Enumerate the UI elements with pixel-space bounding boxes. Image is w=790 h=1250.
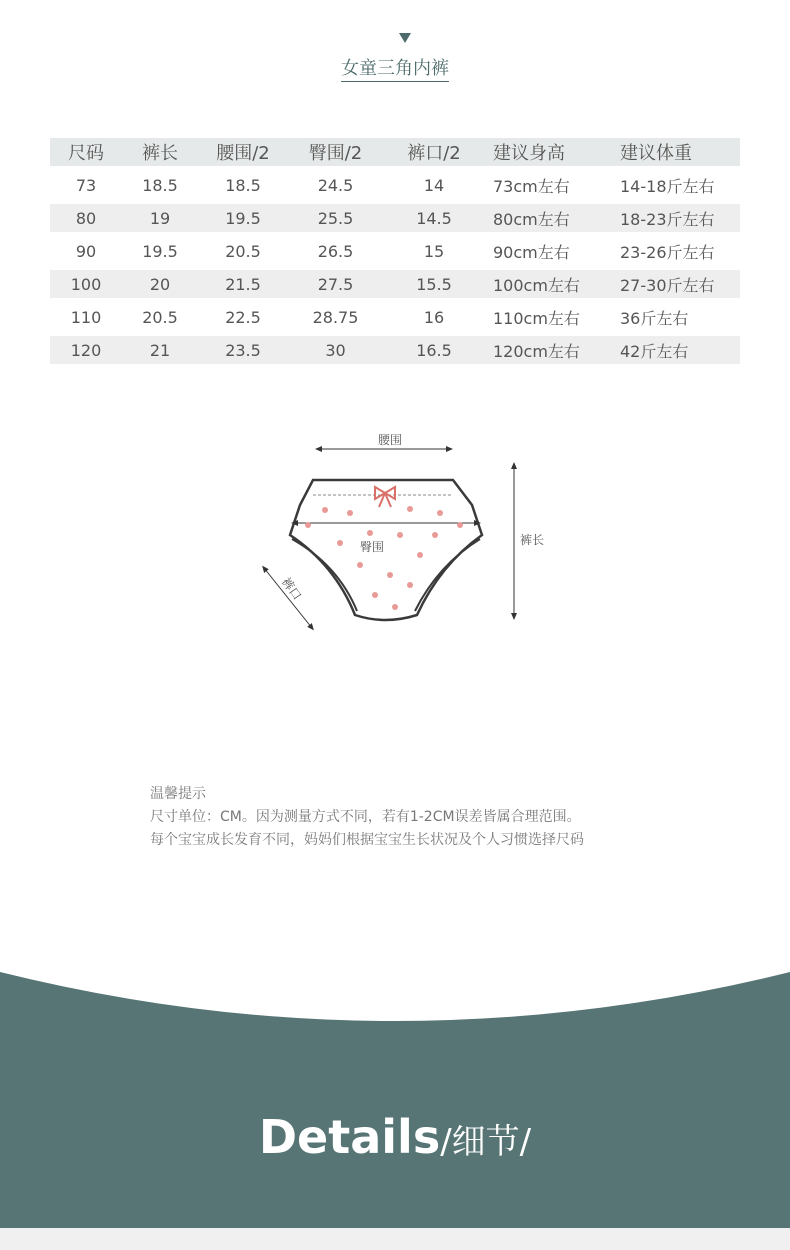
table-cell: 26.5: [317, 241, 354, 261]
table-cell: 80cm左右: [485, 204, 610, 232]
table-cell: 20: [122, 270, 198, 298]
table-cell: 14: [423, 175, 445, 195]
tips-line: 每个宝宝成长发育不同，妈妈们根据宝宝生长状况及个人习惯选择尺码: [150, 832, 584, 848]
table-header-row: [50, 138, 740, 166]
table-row: [50, 232, 740, 270]
table-cell: 30: [288, 336, 383, 364]
leg-opening-label: 裤口: [278, 574, 305, 603]
table-cell: 110: [70, 307, 102, 327]
table-cell: 18.5: [142, 175, 178, 195]
size-table: [50, 138, 740, 364]
column-header: 腰围/2: [198, 138, 288, 166]
table-cell: 19.5: [142, 241, 178, 261]
table-row: [50, 298, 740, 336]
column-header: 建议身高: [485, 138, 610, 166]
hip-label: 臀围: [360, 540, 385, 554]
table-cell: 24.5: [317, 175, 354, 195]
table-cell: 14.5: [383, 204, 485, 232]
table-cell: 15: [423, 241, 445, 261]
table-cell: 90: [75, 241, 97, 261]
column-header: 臀围/2: [288, 138, 383, 166]
details-banner-background: [0, 960, 790, 1230]
page-title: 女童三角内裤: [0, 54, 790, 80]
table-cell: 80: [50, 204, 122, 232]
details-title-cn: /细节/: [440, 1122, 532, 1162]
table-cell: 18.5: [225, 175, 261, 195]
length-label: 裤长: [520, 533, 545, 547]
table-cell: 21: [122, 336, 198, 364]
tips-heading: 温馨提示: [150, 786, 206, 802]
table-cell: 15.5: [383, 270, 485, 298]
tips-section: [150, 783, 584, 852]
down-arrow-icon: [399, 33, 411, 43]
table-cell: 23.5: [198, 336, 288, 364]
table-cell: 120: [50, 336, 122, 364]
tips-line: 尺寸单位：CM。因为测量方式不同，若有1-2CM误差皆属合理范围。: [150, 809, 581, 825]
table-cell: 28.75: [312, 307, 359, 327]
bottom-divider: [0, 1228, 790, 1250]
table-row: [50, 336, 740, 364]
table-cell: 100: [50, 270, 122, 298]
table-cell: 25.5: [288, 204, 383, 232]
table-cell: 27-30斤左右: [610, 270, 740, 298]
table-cell: 73cm左右: [493, 176, 570, 196]
table-cell: 110cm左右: [493, 308, 580, 328]
column-header: 裤长: [122, 138, 198, 166]
table-cell: 73: [75, 175, 97, 195]
column-header: 裤口/2: [383, 138, 485, 166]
waist-label: 腰围: [378, 433, 403, 447]
table-cell: 22.5: [225, 307, 261, 327]
table-cell: 42斤左右: [610, 336, 740, 364]
table-row: [50, 166, 740, 204]
column-header: 尺码: [50, 138, 122, 166]
table-cell: 19: [122, 204, 198, 232]
measurement-diagram: [250, 425, 560, 640]
table-cell: 120cm左右: [485, 336, 610, 364]
table-cell: 21.5: [198, 270, 288, 298]
table-row: [50, 270, 740, 298]
table-row: [50, 204, 740, 232]
briefs-illustration: [250, 425, 560, 640]
table-cell: 23-26斤左右: [620, 242, 715, 262]
table-cell: 90cm左右: [493, 242, 570, 262]
details-heading: [0, 1110, 790, 1164]
table-cell: 20.5: [142, 307, 178, 327]
table-cell: 20.5: [225, 241, 261, 261]
table-cell: 14-18斤左右: [620, 176, 715, 196]
table-cell: 36斤左右: [620, 308, 689, 328]
table-cell: 19.5: [198, 204, 288, 232]
details-title-en: Details: [258, 1110, 441, 1164]
table-cell: 16.5: [383, 336, 485, 364]
table-cell: 18-23斤左右: [610, 204, 740, 232]
column-header: 建议体重: [610, 138, 740, 166]
table-cell: 100cm左右: [485, 270, 610, 298]
table-cell: 16: [423, 307, 445, 327]
table-cell: 27.5: [288, 270, 383, 298]
